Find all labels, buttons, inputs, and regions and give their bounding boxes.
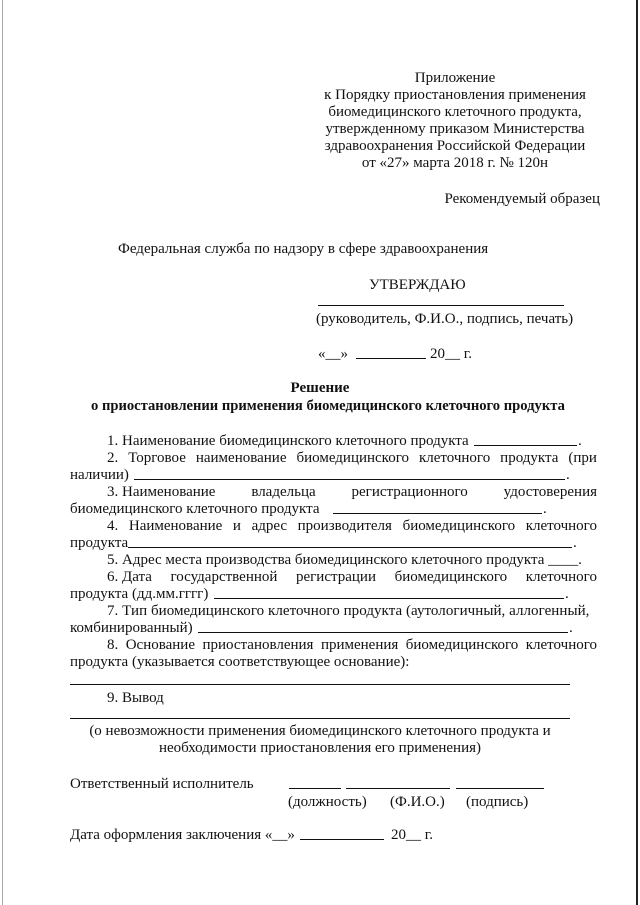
item-4-cont: продукта bbox=[70, 535, 129, 551]
item-4-word: клеточного bbox=[525, 518, 597, 534]
item-7-label: 7. Тип биомедицинского клеточного продукта (аутологичный, аллогенный, bbox=[107, 603, 590, 619]
item-4-blank bbox=[128, 547, 572, 548]
item-6-blank bbox=[214, 598, 564, 599]
sample-label: Рекомендуемый образец bbox=[444, 191, 600, 207]
item-8-word: приостановления bbox=[202, 637, 314, 653]
item-9-label: 9. Вывод bbox=[107, 690, 164, 706]
item-8-word: биомедицинского bbox=[405, 637, 519, 653]
item-6-word: 6. Дата bbox=[107, 569, 152, 585]
item-8-line bbox=[107, 636, 597, 654]
item-3-word: регистрационного bbox=[351, 484, 468, 500]
footer-date-month-line bbox=[300, 839, 384, 840]
executor-position-caption: (должность) bbox=[288, 794, 367, 810]
item-9-caption: (о невозможности применения биомедицинского клеточного продукта и bbox=[89, 723, 551, 739]
item-2-line bbox=[107, 449, 597, 467]
item-6-line bbox=[107, 568, 597, 586]
item-4-word: производителя bbox=[297, 518, 392, 534]
item-8-word: клеточного bbox=[525, 637, 597, 653]
item-2-end: . bbox=[566, 467, 570, 483]
approve-signature-line bbox=[318, 305, 564, 306]
item-7-cont: комбинированный) bbox=[70, 620, 193, 636]
item-3-line bbox=[107, 483, 597, 501]
approve-date-day: «__» bbox=[318, 346, 348, 362]
item-8-word: Основание bbox=[125, 637, 195, 653]
appendix-title: Приложение bbox=[414, 70, 496, 86]
item-9-blank bbox=[70, 718, 570, 719]
appendix-line: от «27» марта 2018 г. № 120н bbox=[361, 155, 549, 171]
item-2-cont: наличии) bbox=[70, 467, 129, 483]
appendix-line: утвержденному приказом Министерства bbox=[325, 121, 585, 137]
item-2-word: клеточного bbox=[418, 450, 491, 466]
item-8-word: применения bbox=[320, 637, 399, 653]
item-6-word: клеточного bbox=[525, 569, 597, 585]
item-1-label: 1. Наименование биомедицинского клеточного продукта bbox=[107, 433, 469, 449]
item-2-word: наименование bbox=[195, 450, 287, 466]
item-4-word: биомедицинского bbox=[402, 518, 516, 534]
decision-title: Решение bbox=[290, 380, 350, 396]
item-2-word: 2. bbox=[107, 450, 119, 466]
item-4-end: . bbox=[573, 535, 577, 551]
item-3-blank bbox=[333, 513, 542, 514]
item-7-end: . bbox=[569, 620, 573, 636]
item-3-end: . bbox=[543, 501, 547, 517]
appendix-line: здравоохранения Российской Федерации bbox=[324, 138, 586, 154]
approve-word: УТВЕРЖДАЮ bbox=[369, 277, 466, 293]
item-2-word: продукта bbox=[500, 450, 559, 466]
item-3-word: владельца bbox=[251, 484, 316, 500]
item-2-word: Торговое bbox=[128, 450, 186, 466]
item-7-blank bbox=[198, 632, 568, 633]
item-6-word: государственной bbox=[170, 569, 278, 585]
item-3-word: удостоверения bbox=[503, 484, 597, 500]
item-2-blank bbox=[134, 479, 565, 480]
footer-date-year: 20__ г. bbox=[391, 827, 433, 843]
appendix-line: биомедицинского клеточного продукта, bbox=[328, 104, 582, 120]
item-6-cont: продукта (дд.мм.гггг) bbox=[70, 586, 209, 602]
executor-signature-line bbox=[456, 788, 544, 789]
item-6-end: . bbox=[565, 586, 569, 602]
item-8-cont: продукта (указывается соответствующее основание): bbox=[70, 654, 410, 670]
executor-position-line bbox=[289, 788, 341, 789]
approve-caption: (руководитель, Ф.И.О., подпись, печать) bbox=[316, 311, 574, 327]
item-2-word: биомедицинского bbox=[296, 450, 409, 466]
scan-edge-right bbox=[636, 0, 638, 905]
decision-subtitle: о приостановлении применения биомедицинского клеточного продукта bbox=[91, 398, 565, 414]
executor-signature-caption: (подпись) bbox=[466, 794, 529, 810]
item-8-word: 8. bbox=[107, 637, 119, 653]
item-4-word: адрес bbox=[251, 518, 288, 534]
item-4-word: и bbox=[232, 518, 241, 534]
item-1-blank bbox=[474, 445, 577, 446]
item-4-word: 4. bbox=[107, 518, 119, 534]
item-2-word: (при bbox=[568, 450, 597, 466]
item-4-line bbox=[107, 517, 597, 535]
item-6-word: биомедицинского bbox=[394, 569, 508, 585]
executor-name-caption: (Ф.И.О.) bbox=[390, 794, 445, 810]
item-1-end: . bbox=[578, 433, 582, 449]
approve-date-year: 20__ г. bbox=[430, 346, 472, 362]
agency-name: Федеральная служба по надзору в сфере здравоохранения bbox=[118, 241, 489, 257]
footer-date-label: Дата оформления заключения «__» bbox=[70, 827, 295, 843]
appendix-line: к Порядку приостановления применения bbox=[324, 87, 586, 103]
scan-edge-left bbox=[2, 0, 3, 905]
item-8-blank bbox=[70, 684, 570, 685]
item-9-caption: необходимости приостановления его применения) bbox=[158, 740, 482, 756]
item-4-word: Наименование bbox=[128, 518, 223, 534]
item-5-label: 5. Адрес места производства биомедицинского клеточного продукта ____. bbox=[107, 552, 582, 568]
item-3-word: 3. Наименование bbox=[107, 484, 216, 500]
approve-date-month-line bbox=[356, 358, 426, 359]
item-6-word: регистрации bbox=[296, 569, 376, 585]
executor-label: Ответственный исполнитель bbox=[70, 776, 254, 792]
item-3-cont: биомедицинского клеточного продукта bbox=[70, 501, 320, 517]
executor-name-line bbox=[346, 788, 450, 789]
